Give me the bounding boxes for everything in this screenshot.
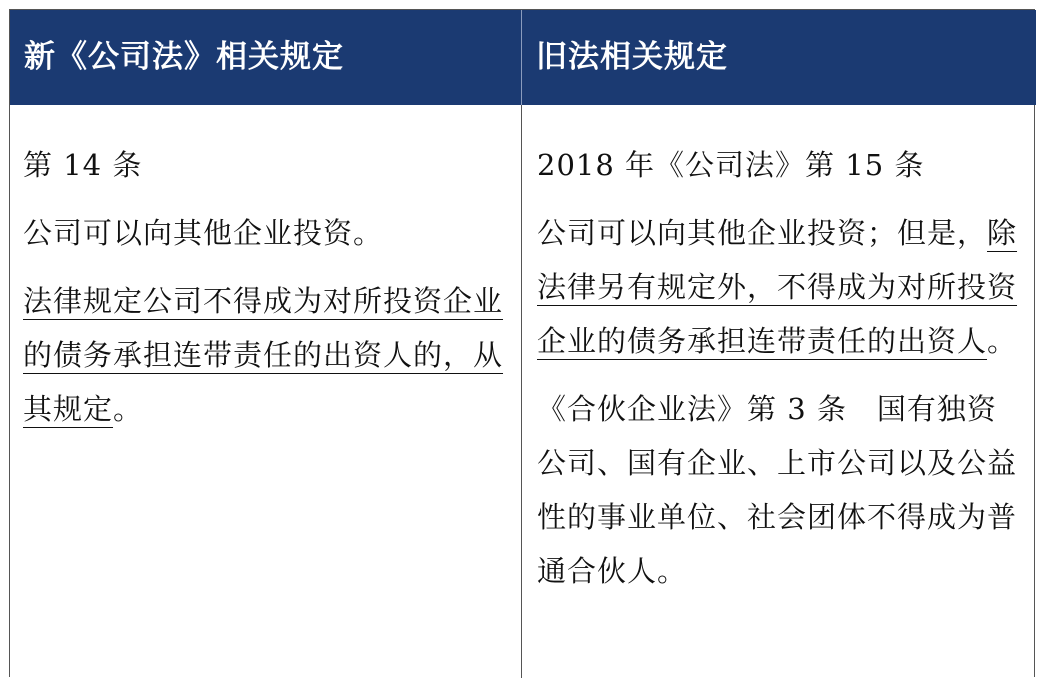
old-law-paragraph-1-tail: 。 bbox=[987, 324, 1018, 358]
new-law-underlined-text: 法律规定公司不得成为对所投资企业的债务承担连带责任的出资人的，从其规定 bbox=[23, 284, 504, 426]
old-law-article-reference: 2018 年《公司法》第 15 条 bbox=[537, 148, 925, 182]
new-law-cell bbox=[10, 105, 522, 678]
new-law-paragraph-2 bbox=[23, 274, 511, 436]
new-law-article-number: 第 14 条 bbox=[23, 148, 143, 182]
old-law-cell bbox=[522, 105, 1036, 678]
old-law-paragraph-1 bbox=[537, 206, 1026, 368]
old-law-paragraph-1-lead: 公司可以向其他企业投资；但是， bbox=[537, 216, 988, 250]
header-new-law: 新《公司法》相关规定 bbox=[10, 10, 522, 105]
comparison-table bbox=[9, 9, 1035, 677]
new-law-paragraph-1: 公司可以向其他企业投资。 bbox=[23, 216, 384, 250]
header-old-law: 旧法相关规定 bbox=[522, 10, 1036, 105]
partnership-law-paragraph: 《合伙企业法》第 3 条 国有独资公司、国有企业、上市公司以及公益性的事业单位、社会团体不得成为普通合伙人。 bbox=[537, 392, 1018, 588]
new-law-paragraph-2-tail: 。 bbox=[113, 392, 144, 426]
old-law-underlined-text: 除法律另有规定外，不得成为对所投资企业的债务承担连带责任的出资人 bbox=[537, 216, 1018, 358]
